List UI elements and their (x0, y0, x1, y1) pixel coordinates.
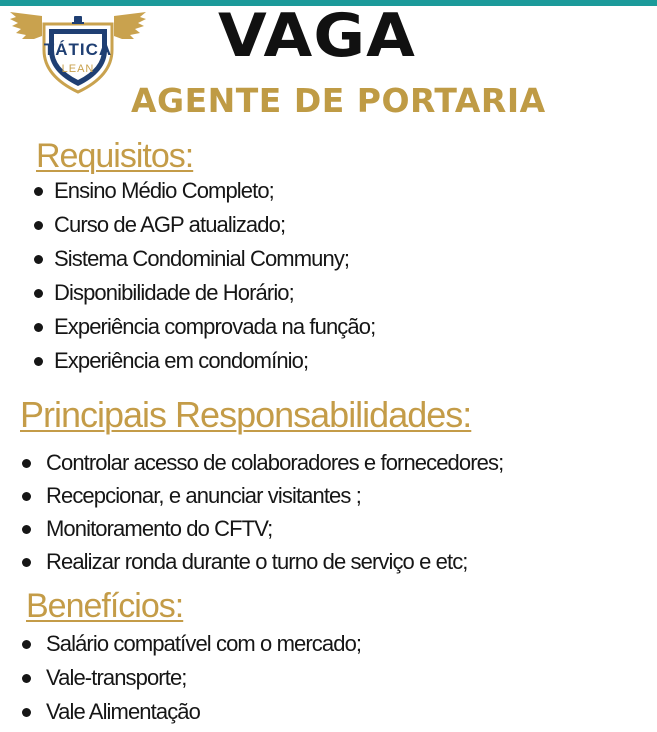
beneficios-heading: Benefícios: (26, 587, 184, 625)
beneficios-list (22, 627, 361, 729)
list-item (22, 661, 361, 695)
list-item (22, 545, 503, 578)
list-item (34, 344, 375, 378)
list-item-text: Vale-transporte; (46, 665, 187, 690)
list-item-text: Vale Alimentação (46, 699, 200, 724)
list-item-text: Controlar acesso de colaboradores e fornecedores; (46, 450, 504, 475)
list-item (34, 208, 375, 242)
crest-icon (72, 16, 84, 24)
list-item-text: Disponibilidade de Horário; (54, 280, 294, 305)
bullet-icon (34, 357, 43, 366)
bullet-icon (22, 558, 31, 567)
logo-text-lean: LEAN (61, 63, 95, 75)
bullet-icon (34, 187, 43, 196)
bullet-icon (22, 708, 31, 717)
list-item (34, 310, 375, 344)
list-item (22, 627, 361, 661)
list-item (34, 276, 375, 310)
list-item-text: Salário compatível com o mercado; (46, 631, 362, 656)
bullet-icon (34, 255, 43, 264)
requisitos-list (34, 174, 375, 378)
list-item-text: Sistema Condominial Communy; (54, 246, 350, 271)
list-item-text: Realizar ronda durante o turno de serviço e etc; (46, 549, 468, 574)
responsabilidades-list (22, 446, 503, 578)
list-item (34, 174, 375, 208)
list-item (22, 446, 503, 479)
bullet-icon (22, 525, 31, 534)
bullet-icon (22, 459, 31, 468)
bullet-icon (34, 289, 43, 298)
bullet-icon (22, 674, 31, 683)
list-item-text: Experiência em condomínio; (54, 348, 309, 373)
logo-text-tatica: TÁTICA (43, 40, 113, 59)
job-title: AGENTE DE PORTARIA (131, 81, 546, 120)
bullet-icon (22, 640, 31, 649)
list-item-text: Monitoramento do CFTV; (46, 516, 273, 541)
responsabilidades-heading: Principais Responsabilidades: (20, 394, 472, 435)
list-item-text: Ensino Médio Completo; (54, 178, 274, 203)
list-item-text: Curso de AGP atualizado; (54, 212, 286, 237)
list-item-text: Recepcionar, e anunciar visitantes ; (46, 483, 361, 508)
list-item (34, 242, 375, 276)
list-item (22, 695, 361, 729)
requisitos-heading: Requisitos: (36, 137, 194, 175)
list-item-text: Experiência comprovada na função; (54, 314, 376, 339)
bullet-icon (22, 492, 31, 501)
list-item (22, 479, 503, 512)
list-item (22, 512, 503, 545)
page-title: VAGA (218, 1, 416, 71)
bullet-icon (34, 323, 43, 332)
bullet-icon (34, 221, 43, 230)
tatica-lean-logo (8, 6, 148, 96)
